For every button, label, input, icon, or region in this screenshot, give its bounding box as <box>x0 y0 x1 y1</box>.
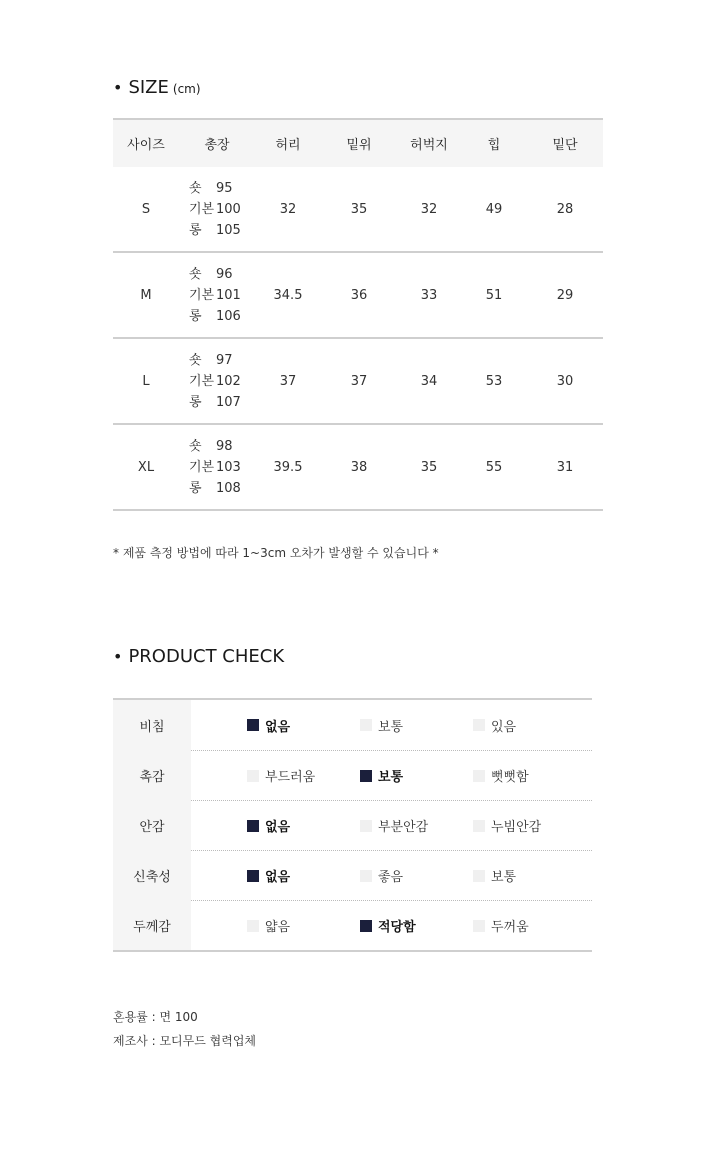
size-section-title <box>113 77 201 98</box>
thigh-cell: 33 <box>397 252 461 338</box>
size-cell: XL <box>113 424 179 510</box>
waist-cell: 34.5 <box>255 252 321 338</box>
check-option: 보통 <box>360 751 403 800</box>
length-long: 롱 105 <box>189 222 241 238</box>
check-options <box>191 850 592 900</box>
waist-cell: 37 <box>255 338 321 424</box>
hem-cell: 29 <box>527 252 603 338</box>
check-row-thickness <box>113 900 592 950</box>
check-row-label: 신축성 <box>113 850 191 900</box>
size-title-text: SIZE <box>128 77 169 98</box>
check-option: 부분안감 <box>360 801 428 850</box>
length-regular: 기본 101 <box>189 287 241 303</box>
hem-cell: 28 <box>527 167 603 252</box>
length-short: 숏 96 <box>189 266 233 282</box>
check-option: 좋음 <box>360 851 403 900</box>
thigh-cell: 34 <box>397 338 461 424</box>
product-check-title-text: PRODUCT CHECK <box>128 646 285 667</box>
check-row-label: 비침 <box>113 700 191 750</box>
size-table-header <box>113 119 603 167</box>
check-options <box>191 800 592 850</box>
check-box <box>360 719 372 731</box>
check-box <box>473 719 485 731</box>
hip-cell: 53 <box>461 338 527 424</box>
check-options <box>191 900 592 950</box>
check-box <box>473 770 485 782</box>
check-option: 없음 <box>247 801 290 850</box>
bullet: • <box>113 78 123 97</box>
check-box <box>360 770 372 782</box>
total-length-cell <box>179 424 255 510</box>
length-regular: 기본 102 <box>189 373 241 389</box>
header-waist: 허리 <box>255 119 321 167</box>
check-box <box>473 820 485 832</box>
size-cell: L <box>113 338 179 424</box>
check-row-label: 두께감 <box>113 900 191 950</box>
check-option: 있음 <box>473 700 516 750</box>
check-box <box>360 870 372 882</box>
check-option: 적당함 <box>360 901 416 950</box>
check-option: 누빔안감 <box>473 801 541 850</box>
check-box <box>360 820 372 832</box>
size-cell: S <box>113 167 179 252</box>
check-option: 보통 <box>360 700 403 750</box>
check-option: 얇음 <box>247 901 290 950</box>
thigh-cell: 32 <box>397 167 461 252</box>
length-long: 롱 107 <box>189 394 241 410</box>
check-options <box>191 700 592 750</box>
check-box <box>247 870 259 882</box>
table-row <box>113 338 603 424</box>
length-short: 숏 98 <box>189 438 233 454</box>
check-row-transparency <box>113 700 592 750</box>
total-length-cell <box>179 167 255 252</box>
check-row-lining <box>113 800 592 850</box>
size-table <box>113 118 603 511</box>
product-check-title <box>113 646 284 667</box>
length-regular: 기본 100 <box>189 201 241 217</box>
table-row <box>113 167 603 252</box>
check-row-stretch <box>113 850 592 900</box>
rise-cell: 36 <box>321 252 397 338</box>
size-cell: M <box>113 252 179 338</box>
check-row-label: 안감 <box>113 800 191 850</box>
length-short: 숏 97 <box>189 352 233 368</box>
length-short: 숏 95 <box>189 180 233 196</box>
total-length-cell <box>179 252 255 338</box>
check-row-label: 촉감 <box>113 750 191 800</box>
header-rise: 밑위 <box>321 119 397 167</box>
hip-cell: 55 <box>461 424 527 510</box>
check-row-texture <box>113 750 592 800</box>
length-long: 롱 108 <box>189 480 241 496</box>
rise-cell: 35 <box>321 167 397 252</box>
total-length-cell <box>179 338 255 424</box>
rise-cell: 37 <box>321 338 397 424</box>
waist-cell: 32 <box>255 167 321 252</box>
hip-cell: 49 <box>461 167 527 252</box>
rise-cell: 38 <box>321 424 397 510</box>
check-option: 뻣뻣함 <box>473 751 529 800</box>
check-options <box>191 750 592 800</box>
check-option: 보통 <box>473 851 516 900</box>
check-box <box>473 870 485 882</box>
check-box <box>360 920 372 932</box>
check-box <box>247 770 259 782</box>
check-box <box>247 719 259 731</box>
hem-cell: 30 <box>527 338 603 424</box>
product-check-table <box>113 698 592 952</box>
size-unit: (cm) <box>172 82 201 96</box>
length-long: 롱 106 <box>189 308 241 324</box>
header-thigh: 허벅지 <box>397 119 461 167</box>
check-option: 없음 <box>247 851 290 900</box>
measurement-note: * 제품 측정 방법에 따라 1~3cm 오차가 발생할 수 있습니다 * <box>113 546 439 560</box>
table-row <box>113 252 603 338</box>
thigh-cell: 35 <box>397 424 461 510</box>
hem-cell: 31 <box>527 424 603 510</box>
bullet: • <box>113 647 123 666</box>
check-box <box>247 920 259 932</box>
header-hem: 밑단 <box>527 119 603 167</box>
check-box <box>247 820 259 832</box>
check-option: 부드러움 <box>247 751 315 800</box>
check-box <box>473 920 485 932</box>
material-info: 혼용률 : 면 100 <box>113 1010 198 1024</box>
table-row <box>113 424 603 510</box>
header-total-length: 총장 <box>179 119 255 167</box>
length-regular: 기본 103 <box>189 459 241 475</box>
check-option: 두꺼움 <box>473 901 529 950</box>
waist-cell: 39.5 <box>255 424 321 510</box>
header-size: 사이즈 <box>113 119 179 167</box>
hip-cell: 51 <box>461 252 527 338</box>
manufacturer-info: 제조사 : 모디무드 협력업체 <box>113 1034 256 1048</box>
header-hip: 힙 <box>461 119 527 167</box>
check-option: 없음 <box>247 700 290 750</box>
